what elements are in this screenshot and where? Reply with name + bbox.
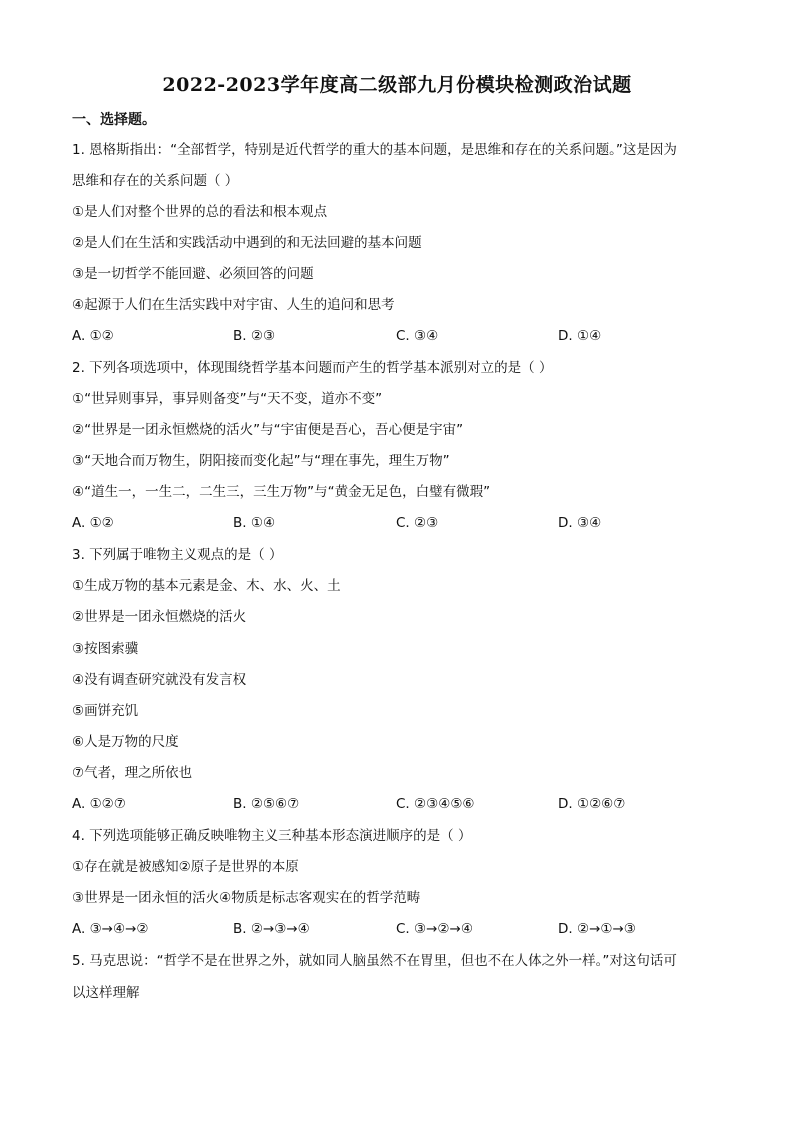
question-3-item-1: ①生成万物的基本元素是金、木、水、火、土 <box>72 578 341 594</box>
question-5-stem-line-2: 以这样理解 <box>72 985 140 1001</box>
question-1-option-d: D. ①④ <box>558 328 602 344</box>
question-3-item-3: ③按图索骥 <box>72 641 139 657</box>
question-2-option-b: B. ①④ <box>233 515 276 531</box>
question-3-item-7: ⑦气者，理之所依也 <box>72 765 193 781</box>
question-3-option-a: A. ①②⑦ <box>72 796 126 812</box>
question-1-option-c: C. ③④ <box>396 328 439 344</box>
question-1-item-1: ①是人们对整个世界的总的看法和根本观点 <box>72 204 328 220</box>
question-4-option-b: B. ②→③→④ <box>233 921 310 937</box>
question-3-item-2: ②世界是一团永恒燃烧的活火 <box>72 609 247 625</box>
question-2-stem: 2. 下列各项选项中，体现围绕哲学基本问题而产生的哲学基本派别对立的是（ ） <box>72 360 553 376</box>
question-4-option-a: A. ③→④→② <box>72 921 149 937</box>
question-4-stem: 4. 下列选项能够正确反映唯物主义三种基本形态演进顺序的是（ ） <box>72 828 472 844</box>
question-3-option-d: D. ①②⑥⑦ <box>558 796 626 812</box>
section-heading: 一、选择题。 <box>72 112 156 128</box>
question-3-option-c: C. ②③④⑤⑥ <box>396 796 475 812</box>
question-2-item-2: ②“世界是一团永恒燃烧的活火”与“宇宙便是吾心，吾心便是宇宙” <box>72 422 464 438</box>
question-1-item-2: ②是人们在生活和实践活动中遇到的和无法回避的基本问题 <box>72 235 422 251</box>
question-3-item-5: ⑤画饼充饥 <box>72 703 139 719</box>
question-4-item-2: ③世界是一团永恒的活火④物质是标志客观实在的哲学范畴 <box>72 890 421 906</box>
question-5-stem-line-1: 5. 马克思说：“哲学不是在世界之外，就如同人脑虽然不在胃里，但也不在人体之外一样。”对这句话可 <box>72 953 677 969</box>
question-4-option-d: D. ②→①→③ <box>558 921 636 937</box>
question-1-stem-line-1: 1. 恩格斯指出：“全部哲学，特别是近代哲学的重大的基本问题，是思维和存在的关系问题。”这是因为 <box>72 142 677 158</box>
question-1-item-3: ③是一切哲学不能回避、必须回答的问题 <box>72 266 314 282</box>
question-2-item-3: ③“天地合而万物生，阴阳接而变化起”与“理在事先，理生万物” <box>72 453 450 469</box>
question-1-item-4: ④起源于人们在生活实践中对宇宙、人生的追问和思考 <box>72 297 395 313</box>
question-1-stem-line-2: 思维和存在的关系问题（ ） <box>72 173 239 189</box>
question-3-item-4: ④没有调查研究就没有发言权 <box>72 672 247 688</box>
question-2-option-d: D. ③④ <box>558 515 602 531</box>
question-2-item-4: ④“道生一，一生二，二生三，三生万物”与“黄金无足色，白璧有微瑕” <box>72 484 491 500</box>
question-4-item-1: ①存在就是被感知②原子是世界的本原 <box>72 859 299 875</box>
question-4-option-c: C. ③→②→④ <box>396 921 473 937</box>
question-2-item-1: ①“世异则事异，事异则备变”与“天不变，道亦不变” <box>72 391 383 407</box>
page-title: 2022-2023学年度高二级部九月份模块检测政治试题 <box>162 74 632 96</box>
question-2-option-c: C. ②③ <box>396 515 439 531</box>
question-1-option-b: B. ②③ <box>233 328 276 344</box>
question-3-option-b: B. ②⑤⑥⑦ <box>233 796 300 812</box>
question-3-stem: 3. 下列属于唯物主义观点的是（ ） <box>72 547 283 563</box>
question-1-option-a: A. ①② <box>72 328 114 344</box>
question-2-option-a: A. ①② <box>72 515 114 531</box>
question-3-item-6: ⑥人是万物的尺度 <box>72 734 179 750</box>
